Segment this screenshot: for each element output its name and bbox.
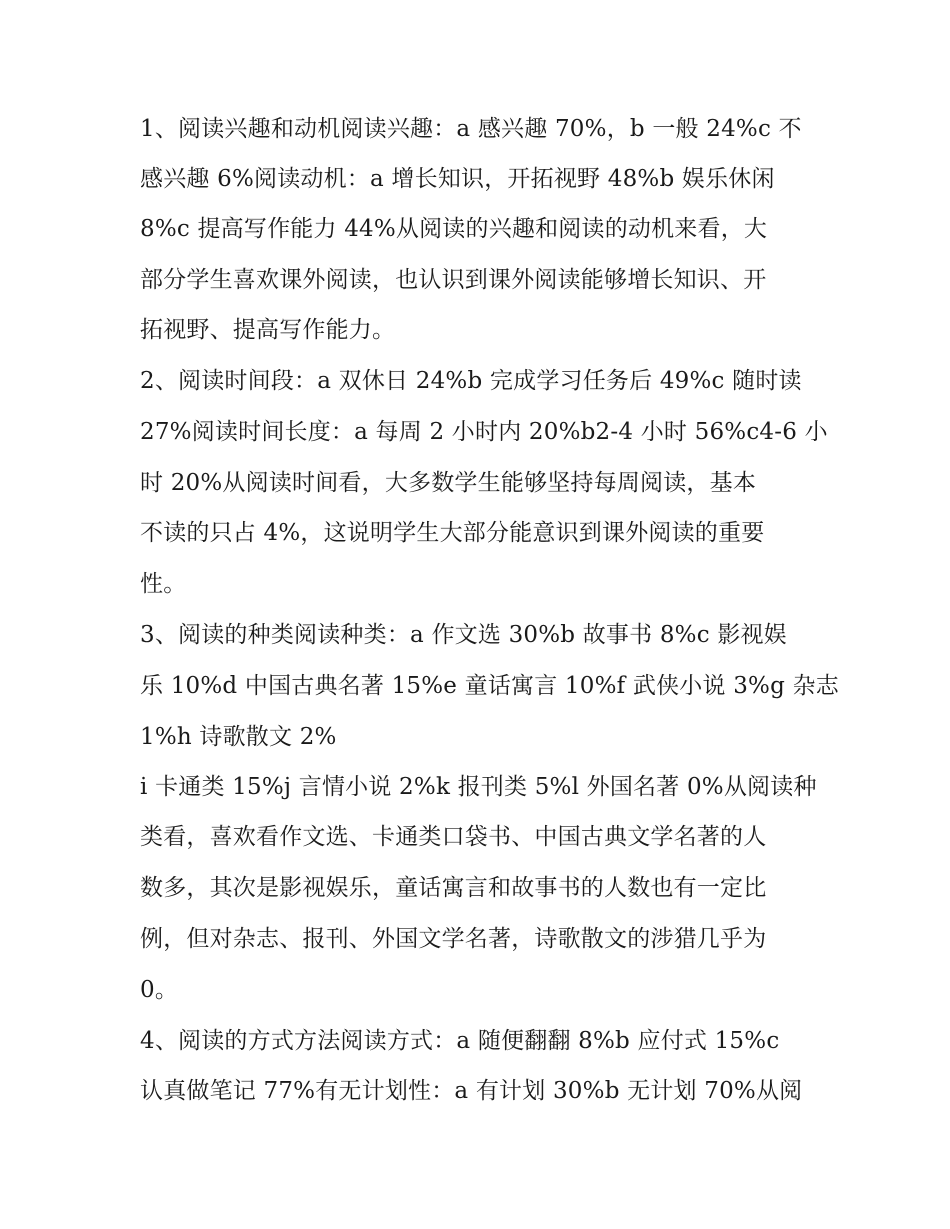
- text-line: 拓视野、提高写作能力。: [140, 317, 396, 343]
- text-line: 时 20%从阅读时间看，大多数学生能够坚持每周阅读，基本: [140, 470, 757, 496]
- text-line: 数多，其次是影视娱乐，童话寓言和故事书的人数也有一定比: [140, 875, 767, 901]
- text-line: 认真做笔记 77%有无计划性：a 有计划 30%b 无计划 70%从阅: [140, 1078, 803, 1104]
- text-line: 不读的只占 4%，这说明学生大部分能意识到课外阅读的重要: [140, 520, 765, 546]
- text-line: 例，但对杂志、报刊、外国文学名著，诗歌散文的涉猎几乎为: [140, 926, 767, 952]
- text-line: 部分学生喜欢课外阅读，也认识到课外阅读能够增长知识、开: [140, 267, 767, 293]
- text-line: 感兴趣 6%阅读动机：a 增长知识，开拓视野 48%b 娱乐休闲: [140, 166, 775, 192]
- text-line: 0。: [140, 977, 179, 1003]
- text-line: 2、阅读时间段：a 双休日 24%b 完成学习任务后 49%c 随时读: [140, 368, 802, 394]
- text-line: 1%h 诗歌散文 2%: [140, 724, 337, 750]
- text-line: 3、阅读的种类阅读种类：a 作文选 30%b 故事书 8%c 影视娱: [140, 622, 787, 648]
- text-line: 乐 10%d 中国古典名著 15%e 童话寓言 10%f 武侠小说 3%g 杂志: [140, 673, 839, 699]
- text-line: 1、阅读兴趣和动机阅读兴趣：a 感兴趣 70%，b 一般 24%c 不: [140, 116, 802, 142]
- text-line: 8%c 提高写作能力 44%从阅读的兴趣和阅读的动机来看，大: [140, 216, 768, 242]
- text-line: 类看，喜欢看作文选、卡通类口袋书、中国古典文学名著的人: [140, 824, 767, 850]
- text-line: i 卡通类 15%j 言情小说 2%k 报刊类 5%l 外国名著 0%从阅读种: [140, 774, 817, 800]
- text-line: 性。: [140, 571, 187, 597]
- text-line: 27%阅读时间长度：a 每周 2 小时内 20%b2-4 小时 56%c4-6 小: [140, 419, 828, 445]
- text-line: 4、阅读的方式方法阅读方式：a 随便翻翻 8%b 应付式 15%c: [140, 1028, 780, 1054]
